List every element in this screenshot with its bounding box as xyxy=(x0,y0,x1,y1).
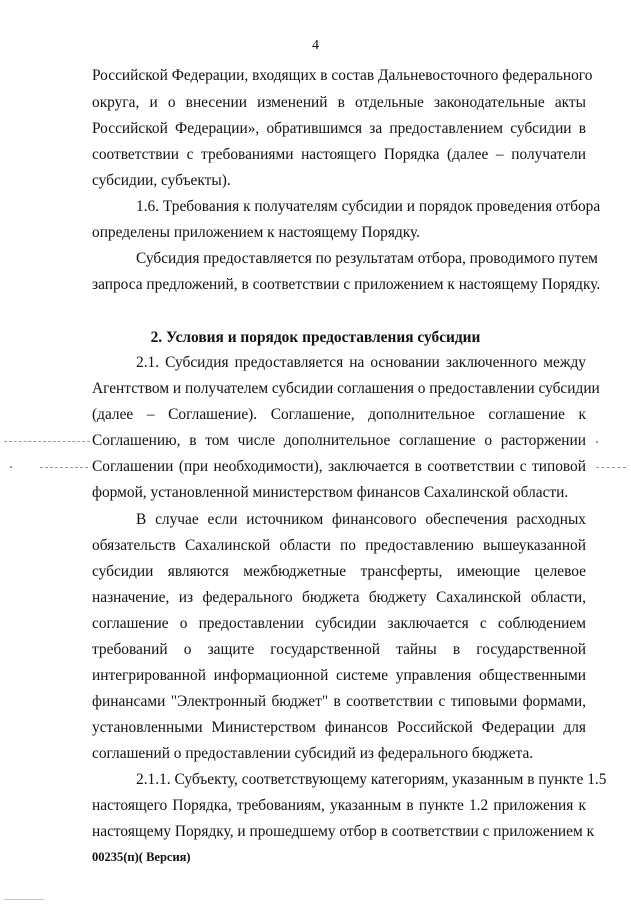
text-line: субсидии, субъекты). xyxy=(92,172,231,189)
text-line: установленными Министерством финансов Российской Федерации для xyxy=(92,719,586,736)
text-line: требований о защите государственной тайны в государственной xyxy=(92,641,586,658)
text-line: В случае если источником финансового обеспечения расходных xyxy=(136,511,586,528)
document-footer-code: 00235(п)( Версия) xyxy=(92,850,191,864)
text-line: настоящему Порядку, и прошедшему отбор в соответствии с приложением к xyxy=(92,823,595,840)
text-line: Агентством и получателем субсидии соглашения о предоставлении субсидии xyxy=(92,380,600,397)
text-line: Соглашению, в том числе дополнительное соглашение о расторжении xyxy=(92,432,586,449)
scan-artifact-line xyxy=(4,899,44,900)
text-line: интегрированной информационной системе управления общественными xyxy=(92,667,586,684)
text-line: финансами "Электронный бюджет" в соответствии с типовыми формами, xyxy=(92,693,586,710)
text-line: округа, и о внесении изменений в отдельные законодательные акты xyxy=(92,94,586,111)
scan-artifact-dot xyxy=(10,466,12,468)
page-number: 4 xyxy=(312,38,319,53)
text-line: формой, установленной министерством финансов Сахалинской области. xyxy=(92,484,569,501)
text-line: субсидии являются межбюджетные трансферты, имеющие целевое xyxy=(92,563,586,580)
text-line: соответствии с требованиями настоящего Порядка (далее – получатели xyxy=(92,146,586,163)
text-line: (далее – Соглашение). Соглашение, дополнительное соглашение к xyxy=(92,406,586,423)
text-line: Российской Федерации», обратившимся за предоставлением субсидии в xyxy=(92,120,586,137)
text-line: 1.6. Требования к получателям субсидии и порядок проведения отбора xyxy=(136,198,601,215)
scan-artifact-line xyxy=(596,467,626,468)
text-line: определены приложением к настоящему Порядку. xyxy=(92,224,421,241)
text-line: Субсидия предоставляется по результатам отбора, проводимого путем xyxy=(136,250,598,267)
scan-artifact-line xyxy=(40,467,88,468)
text-line: назначение, из федерального бюджета бюджету Сахалинской области, xyxy=(92,589,586,606)
text-line: Российской Федерации, входящих в состав Дальневосточного федерального xyxy=(92,67,593,84)
scan-artifact-dot xyxy=(596,441,598,443)
text-line: обязательств Сахалинской области по предоставлению вышеуказанной xyxy=(92,537,586,554)
text-line: 2.1. Субсидия предоставляется на основании заключенного между xyxy=(136,354,586,371)
text-line: соглашение о предоставлении субсидии заключается с соблюдением xyxy=(92,615,586,632)
scan-artifact-line xyxy=(4,441,90,442)
text-line: 2.1.1. Субъекту, соответствующему категориям, указанным в пункте 1.5 xyxy=(136,771,607,788)
section-heading: 2. Условия и порядок предоставления субсидии xyxy=(150,329,481,346)
text-line: запроса предложений, в соответствии с приложением к настоящему Порядку. xyxy=(92,276,601,293)
text-line: настоящего Порядка, требованиям, указанным в пункте 1.2 приложения к xyxy=(92,797,586,814)
text-line: Соглашении (при необходимости), заключается в соответствии с типовой xyxy=(92,458,586,475)
text-line: соглашений о предоставлении субсидий из федерального бюджета. xyxy=(92,745,534,762)
